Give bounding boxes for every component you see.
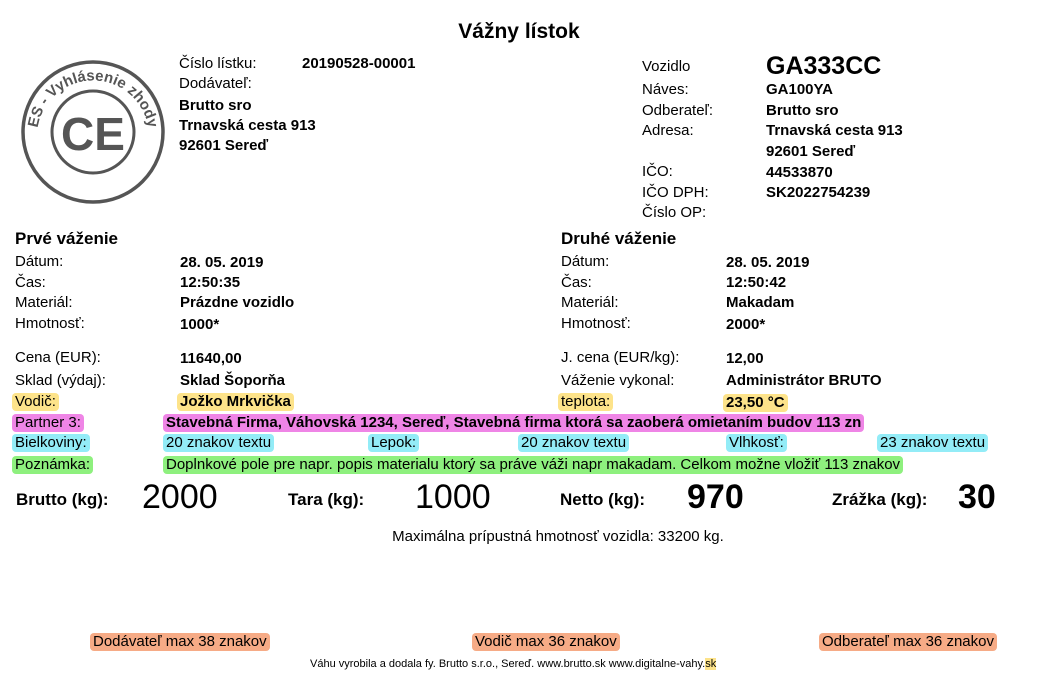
first-weight-label: Hmotnosť: xyxy=(15,315,85,332)
temperature-value: 23,50 °C xyxy=(723,394,788,412)
first-material-label: Materiál: xyxy=(15,294,73,311)
store-value: Sklad Šoporňa xyxy=(180,372,286,389)
store-label: Sklad (výdaj): xyxy=(15,372,106,389)
max-weight-note: Maximálna prípustná hmotnosť vozidla: 33200 kg. xyxy=(392,528,724,545)
moisture-label: Vlhkosť: xyxy=(726,434,787,452)
trailer-plate: GA100YA xyxy=(766,81,833,98)
second-weighing-heading: Druhé váženie xyxy=(561,229,677,248)
netto-label: Netto (kg): xyxy=(560,490,645,509)
unit-price-label: J. cena (EUR/kg): xyxy=(561,349,680,366)
first-material: Prázdne vozidlo xyxy=(180,294,295,311)
first-weighing-heading: Prvé váženie xyxy=(15,229,119,248)
customer-name: Brutto sro xyxy=(766,102,839,119)
first-date: 28. 05. 2019 xyxy=(180,254,264,271)
first-time-label: Čas: xyxy=(15,274,46,291)
footer xyxy=(310,657,716,671)
supplier-name: Brutto sro xyxy=(179,97,252,114)
first-date-label: Dátum: xyxy=(15,253,64,270)
second-time: 12:50:42 xyxy=(726,274,787,291)
tara-value: 1000 xyxy=(415,478,491,516)
protein-label: Bielkoviny: xyxy=(12,434,90,452)
gluten-value: 20 znakov textu xyxy=(518,434,629,452)
second-time-label: Čas: xyxy=(561,274,592,291)
netto-value: 970 xyxy=(687,478,744,516)
second-date: 28. 05. 2019 xyxy=(726,254,810,271)
note-value: Doplnkové pole pre napr. popis materialu ktorý sa práve váži napr makadam. Celkom možne vložiť 113 znakov xyxy=(163,456,903,474)
ticket-number-label: Číslo lístku: xyxy=(179,55,257,72)
driver-value: Jožko Mrkvička xyxy=(177,393,294,411)
vehicle-label: Vozidlo xyxy=(642,58,691,75)
page-title: Vážny lístok xyxy=(458,20,580,43)
customer-city: 92601 Sereď xyxy=(766,143,856,160)
ticket-number: 20190528-00001 xyxy=(302,55,416,72)
second-weight: 2000* xyxy=(726,316,766,333)
partner-value: Stavebná Firma, Váhovská 1234, Sereď, Stavebná firma ktorá sa zaoberá omietaním budov 113 zn xyxy=(163,414,864,432)
supplier-city: 92601 Sereď xyxy=(179,137,269,154)
price-value: 11640,00 xyxy=(180,350,242,367)
second-material: Makadam xyxy=(726,294,795,311)
first-time: 12:50:35 xyxy=(180,274,241,291)
icdph-label: IČO DPH: xyxy=(642,184,709,201)
ico-value: 44533870 xyxy=(766,164,833,181)
vehicle-plate: GA333CC xyxy=(766,52,882,80)
moisture-value: 23 znakov textu xyxy=(877,434,988,452)
supplier-street: Trnavská cesta 913 xyxy=(179,117,316,134)
second-weight-label: Hmotnosť: xyxy=(561,315,631,332)
ce-mark: CE xyxy=(61,108,125,160)
deduction-value: 30 xyxy=(958,478,996,516)
operator-value: Administrátor BRUTO xyxy=(726,372,882,389)
trailer-label: Náves: xyxy=(642,81,689,98)
customer-label: Odberateľ: xyxy=(642,102,714,119)
tara-label: Tara (kg): xyxy=(288,490,365,509)
ce-stamp-icon xyxy=(18,52,168,207)
supplier-label: Dodávateľ: xyxy=(179,75,252,92)
note-label: Poznámka: xyxy=(12,456,93,474)
supplier-signature: Dodávateľ max 38 znakov xyxy=(90,633,270,651)
icdph-value: SK2022754239 xyxy=(766,184,871,201)
unit-price-value: 12,00 xyxy=(726,350,764,367)
driver-signature: Vodič max 36 znakov xyxy=(472,633,620,651)
protein-value: 20 znakov textu xyxy=(163,434,274,452)
brutto-label: Brutto (kg): xyxy=(16,490,109,509)
brutto-value: 2000 xyxy=(142,478,218,516)
second-date-label: Dátum: xyxy=(561,253,610,270)
driver-label: Vodič: xyxy=(12,393,59,411)
ico-label: IČO: xyxy=(642,163,673,180)
svg-text:ES - Vyhlásenie zhody: ES - Vyhlásenie zhody xyxy=(24,67,162,129)
gluten-label: Lepok: xyxy=(368,434,419,452)
price-label: Cena (EUR): xyxy=(15,349,101,366)
operator-label: Váženie vykonal: xyxy=(561,372,675,389)
ce-stamp xyxy=(18,52,168,207)
address-label: Adresa: xyxy=(642,122,694,139)
footer-text: Váhu vyrobila a dodala fy. Brutto s.r.o., Sereď. www.brutto.sk www.digitalne-vahy. xyxy=(310,658,706,670)
partner-label: Partner 3: xyxy=(12,414,84,432)
customer-street: Trnavská cesta 913 xyxy=(766,122,903,139)
second-material-label: Materiál: xyxy=(561,294,619,311)
op-number-label: Číslo OP: xyxy=(642,204,707,221)
first-weight: 1000* xyxy=(180,316,220,333)
footer-tail: sk xyxy=(705,658,717,670)
deduction-label: Zrážka (kg): xyxy=(832,490,928,509)
customer-signature: Odberateľ max 36 znakov xyxy=(819,633,997,651)
temperature-label: teplota: xyxy=(558,393,613,411)
